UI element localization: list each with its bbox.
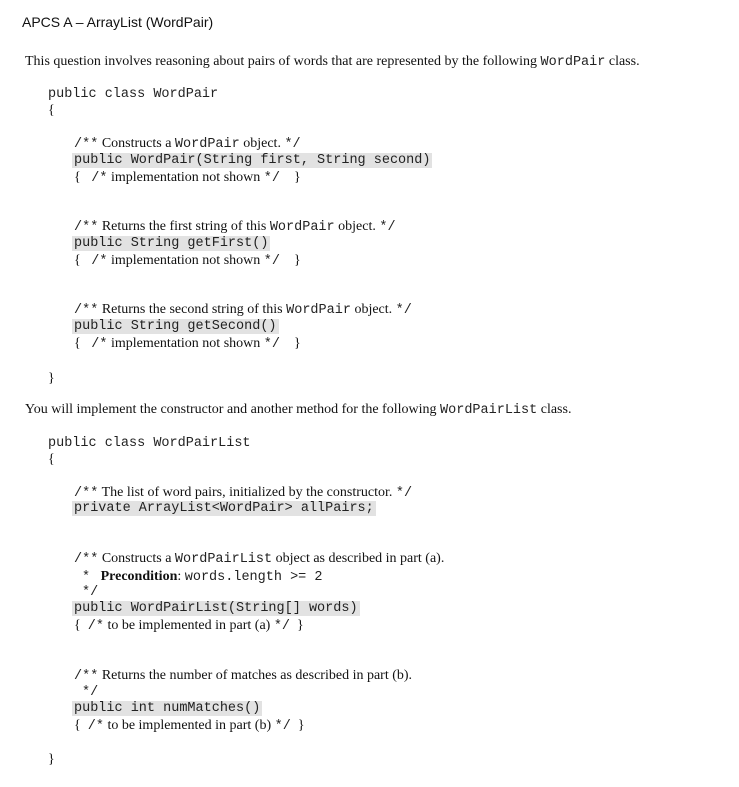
intro-text: This question involves reasoning about pairs of words that are represented by the following <box>25 54 538 69</box>
wordpair-open-brace: { <box>48 103 55 118</box>
wordpairlist-intro-paragraph: You will implement the constructor and another method for the following WordPairList class. <box>25 402 572 418</box>
intro-paragraph <box>25 54 640 70</box>
getfirst-body: { /* implementation not shown */ } <box>74 253 301 269</box>
wordpairlist-class-declaration: public class WordPairList <box>48 436 251 451</box>
getsecond-signature: public String getSecond() <box>74 319 277 334</box>
allpairs-comment: /** The list of word pairs, initialized by the constructor. */ <box>74 485 413 501</box>
getfirst-comment: /** Returns the first string of this WordPair object. */ <box>74 219 396 235</box>
allpairs-field-declaration: private ArrayList<WordPair> allPairs; <box>74 501 374 516</box>
wordpairlist-constructor-signature: public WordPairList(String[] words) <box>74 601 358 616</box>
getsecond-body: { /* implementation not shown */ } <box>74 336 301 352</box>
getfirst-signature: public String getFirst() <box>74 236 269 251</box>
wordpairlist-open-brace: { <box>48 452 55 467</box>
nummatches-comment-end: */ <box>82 685 99 700</box>
wordpair-close-brace: } <box>48 371 55 386</box>
wordpair-class-declaration: public class WordPair <box>48 87 219 102</box>
intro-class-name: WordPair <box>540 55 606 70</box>
intro-text-end: class. <box>608 54 640 69</box>
wordpairlist-precondition: * Precondition: words.length >= 2 <box>82 569 323 585</box>
page-header: APCS A – ArrayList (WordPair) <box>22 14 214 30</box>
nummatches-body: { /* to be implemented in part (b) */ } <box>74 718 305 734</box>
wordpairlist-constructor-comment: /** Constructs a WordPairList object as described in part (a). <box>74 551 445 567</box>
nummatches-comment: /** Returns the number of matches as described in part (b). <box>74 668 413 684</box>
wordpair-constructor-comment: /** Constructs a WordPair object. */ <box>74 136 301 152</box>
wordpairlist-constructor-body: { /* to be implemented in part (a) */ } <box>74 618 304 634</box>
wordpair-constructor-signature: public WordPair(String first, String second) <box>74 153 431 168</box>
wordpairlist-close-brace: } <box>48 752 55 767</box>
wordpair-constructor-body: { /* implementation not shown */ } <box>74 170 301 186</box>
wordpairlist-constructor-comment-end: */ <box>82 585 99 600</box>
nummatches-signature: public int numMatches() <box>74 701 261 716</box>
getsecond-comment: /** Returns the second string of this WordPair object. */ <box>74 302 412 318</box>
